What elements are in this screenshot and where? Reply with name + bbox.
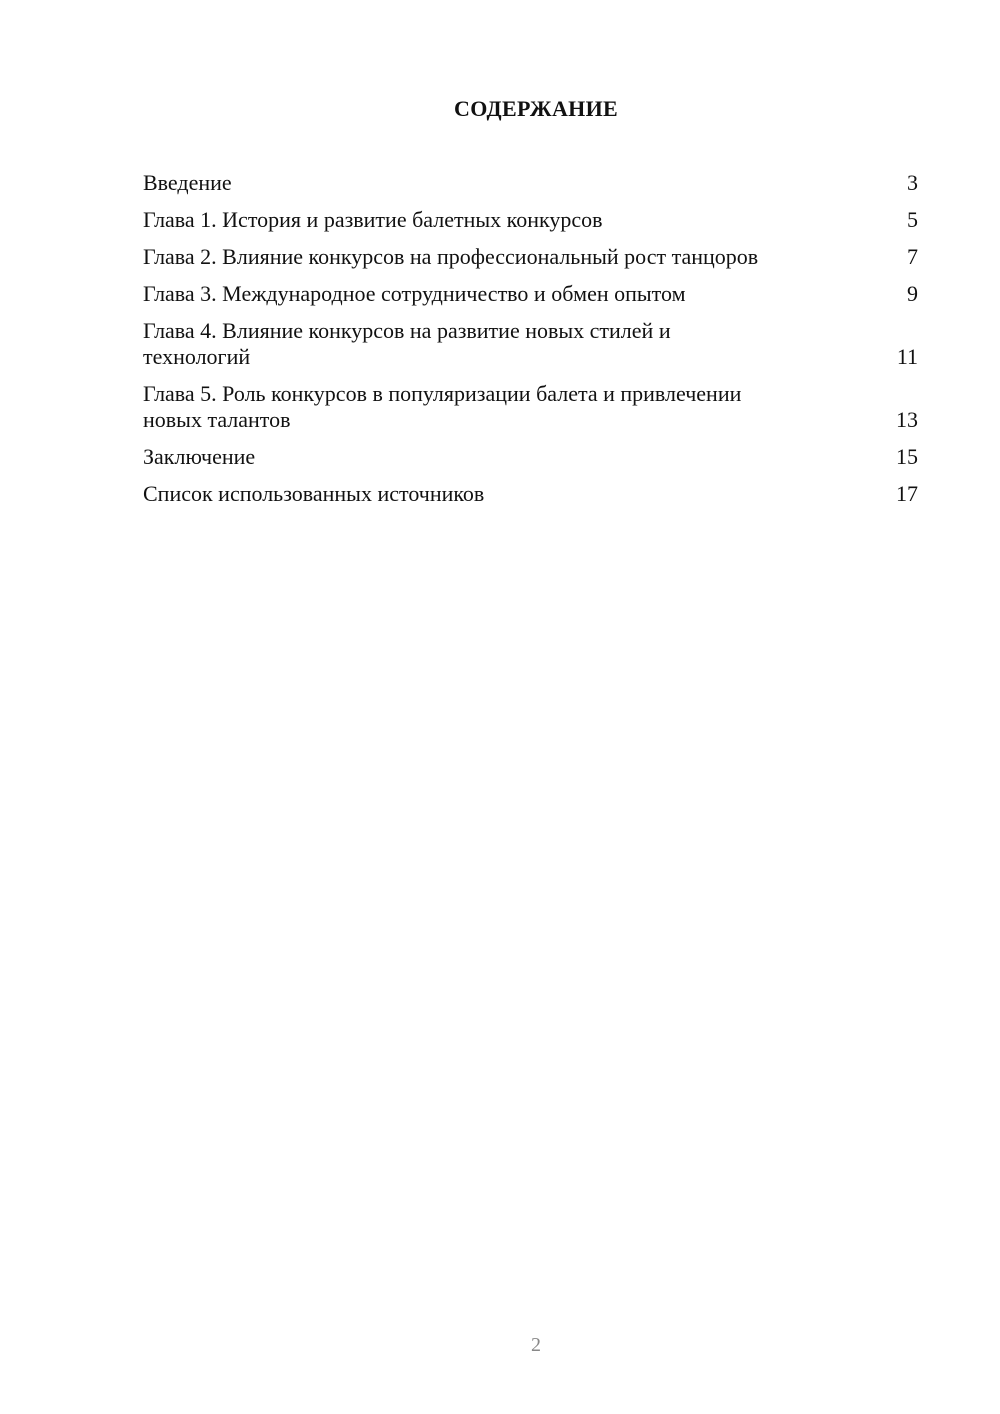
- toc-entry-text: Глава 5. Роль конкурсов в популяризации балета и привлечении новых талантов: [143, 381, 742, 432]
- toc-entry-chapter-4: [143, 318, 918, 370]
- table-of-contents: [143, 170, 918, 518]
- toc-entry-text: Глава 2. Влияние конкурсов на профессиональный рост танцоров: [143, 244, 759, 269]
- toc-entry-page: 3: [907, 170, 918, 195]
- toc-entry-page: 13: [896, 407, 918, 432]
- page-number: 2: [531, 1334, 541, 1356]
- toc-entry-chapter-2: [143, 244, 918, 270]
- toc-entry-page: 11: [896, 344, 918, 369]
- toc-entry-page: 9: [907, 281, 918, 306]
- toc-entry-chapter-3: [143, 281, 918, 307]
- toc-entry-chapter-5: [143, 381, 918, 433]
- toc-entry-page: 15: [896, 444, 918, 469]
- toc-entry-introduction: [143, 170, 918, 196]
- toc-entry-conclusion: [143, 444, 918, 470]
- toc-entry-text: Список использованных источников: [143, 481, 485, 506]
- toc-entry-text: Введение: [143, 170, 232, 195]
- toc-entry-text: Глава 3. Международное сотрудничество и обмен опытом: [143, 281, 686, 306]
- toc-entry-text: Глава 4. Влияние конкурсов на развитие новых стилей и технологий: [143, 318, 671, 369]
- toc-title: СОДЕРЖАНИЕ: [454, 96, 618, 121]
- toc-entry-page: 5: [907, 207, 918, 232]
- toc-entry-chapter-1: [143, 207, 918, 233]
- toc-entry-page: 17: [896, 481, 918, 506]
- toc-entry-text: Заключение: [143, 444, 256, 469]
- toc-entry-references: [143, 481, 918, 507]
- toc-entry-page: 7: [907, 244, 918, 269]
- toc-entry-text: Глава 1. История и развитие балетных конкурсов: [143, 207, 603, 232]
